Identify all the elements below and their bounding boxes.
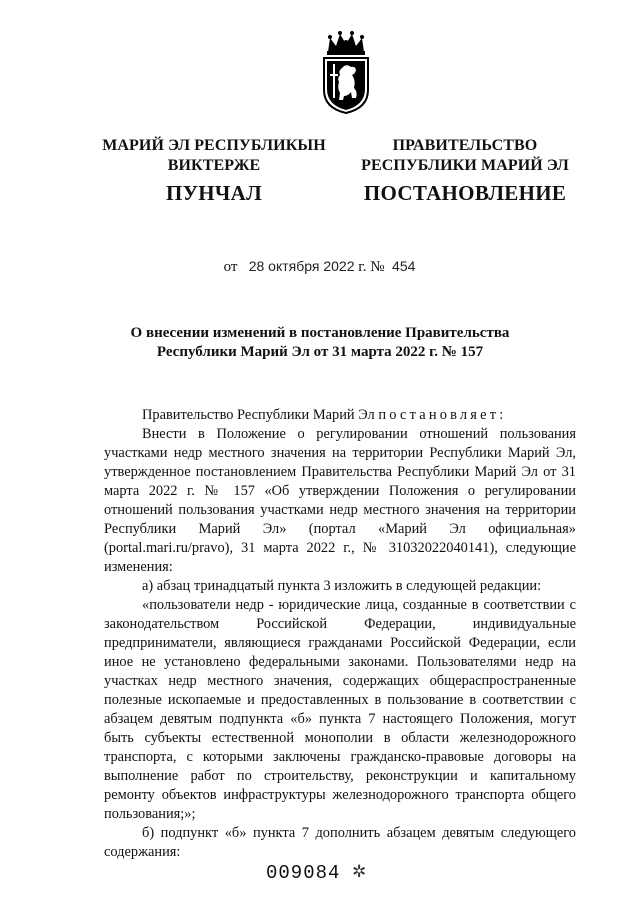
form-mark-icon: ✲ [352, 862, 367, 881]
date-value: 28 октября 2022 [248, 258, 355, 274]
title-line2: Республики Марий Эл от 31 марта 2022 г. № 157 [156, 344, 484, 360]
header-mari [88, 136, 340, 206]
body-p1-text: Правительство Республики Марий Эл [142, 407, 379, 423]
header-russian-doc-type: ПОСТАНОВЛЕНИЕ [363, 181, 567, 205]
body-paragraph-1 [104, 406, 576, 425]
body-paragraph-2: Внести в Положение о регулировании отношений пользования участками недр местного значения на территории Республики Марий Эл, утвержденное постановлением Правительства Республики Марий Эл от 31 марта 2022 г. № 157 «Об утверждении Положения о регулировании отношений пользования участками недр местного значения на территории Республики Марий Эл» (портал «Марий Эл официальная» (portal.mari.ru/pravo), 31 марта 2022 г., № 31032022040141), следующие изменения: [104, 426, 576, 575]
header-mari-line2: ВИКТЕРЖЕ [167, 157, 261, 174]
header-mari-line1: МАРИЙ ЭЛ РЕСПУБЛИКЫН [102, 137, 326, 154]
document-number: 454 [392, 258, 416, 274]
body-paragraph-4: «пользователи недр - юридические лица, созданные в соответствии с законодательством Российской Федерации, индивидуальные предприниматели, являющиеся гражданами Российской Федерации, если иное не установлено федеральными законами. Пользователями недр на участках недр местного значения, содержащих общераспространенные полезные ископаемые и предоставленных в пользование в соответствии с абзацем девятым подпункта «б» пункта 7 настоящего Положения, могут быть субъекты естественной монополии в области железнодорожного транспорта, с которыми заключены гражданско-правовые договоры на выполнение работ по строительству, реконструкции и капитальному ремонту объектов инфраструктуры железнодорожного транспорта общего пользования;»; [104, 597, 576, 822]
date-prefix: от [223, 259, 238, 275]
header-russian [352, 136, 578, 206]
body-p1-decree: постановляет: [378, 407, 507, 423]
title-line1: О внесении изменений в постановление Правительства [130, 325, 510, 341]
body-paragraph-5: б) подпункт «б» пункта 7 дополнить абзацем девятым следующего содержания: [104, 825, 576, 860]
document-title [100, 324, 540, 362]
header-russian-line2: РЕСПУБЛИКИ МАРИЙ ЭЛ [361, 157, 569, 174]
coat-of-arms-emblem-icon [318, 30, 374, 114]
document-date-number [0, 256, 639, 277]
header-mari-doc-type: ПУНЧАЛ [165, 181, 263, 205]
body-paragraph-3: а) абзац тринадцатый пункта 3 изложить в следующей редакции: [142, 578, 542, 594]
header-russian-line1: ПРАВИТЕЛЬСТВО [392, 137, 538, 154]
date-middle: г. № [358, 259, 385, 275]
form-serial-number: 009084 [266, 862, 341, 884]
document-body [104, 406, 576, 862]
